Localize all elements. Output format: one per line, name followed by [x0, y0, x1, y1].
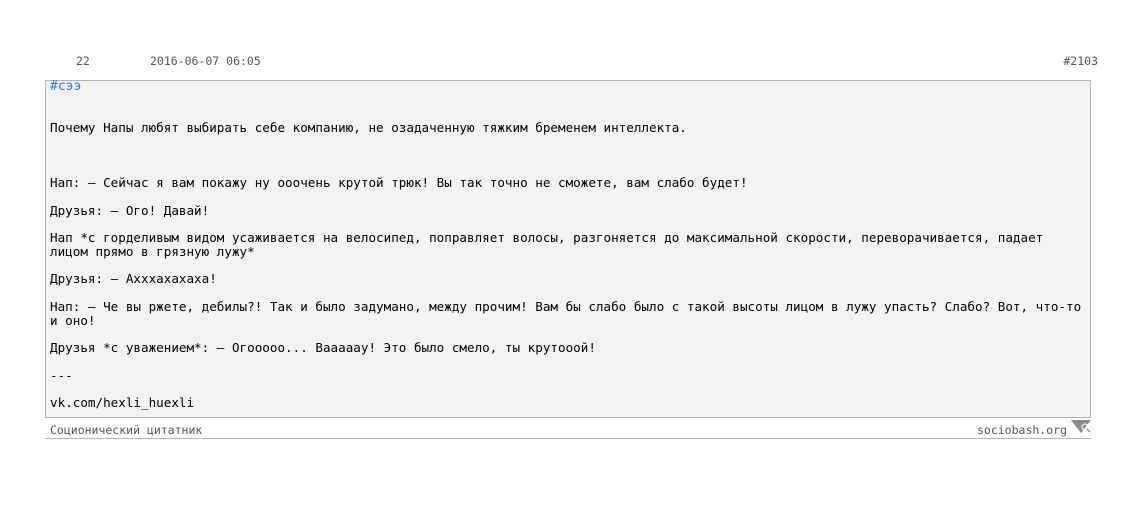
quote-line: Друзья *с уважением*: – Огооооо... Вааааау! Это было смело, ты крутооой! — [50, 340, 596, 355]
site-domain: sociobash.org — [976, 423, 1067, 437]
quote-line: Нап *с горделивым видом усаживается на велосипед, поправляет волосы, разгоняется до максимальной скорости, переворачивается, падает лицом прямо в грязную лужу* — [50, 230, 1051, 259]
quote-line: Нап: – Сейчас я вам покажу ну ооочень крутой трюк! Вы так точно не сможете, вам слабо будет! — [50, 175, 748, 190]
quote-tag-link[interactable]: #сээ — [50, 79, 82, 94]
quote-line: vk.com/hexli_huexli — [50, 395, 195, 410]
quote-line: Друзья: – Ахххахахаха! — [50, 271, 217, 286]
triangle-link-icon[interactable] — [1071, 420, 1091, 439]
quote-meta — [0, 53, 1132, 69]
site-name: Соционический цитатник — [50, 423, 203, 437]
quote-line: Почему Напы любят выбирать себе компанию, не озадаченную тяжким бременем интеллекта. — [50, 120, 687, 135]
quote-date: 2016-06-07 06:05 — [150, 54, 261, 68]
quote-line: Друзья: – Ого! Давай! — [50, 203, 210, 218]
quote-rating: 22 — [76, 54, 90, 68]
quote-line: --- — [50, 368, 73, 383]
quote-body — [45, 80, 1091, 418]
quote-line: Нап: – Че вы ржете, дебилы?! Так и было задумано, между прочим! Вам бы слабо было с такой высоты лицом в лужу упасть? Слабо? Вот, что-то и оно! — [50, 299, 1089, 328]
quote-id-link[interactable]: #2103 — [1063, 54, 1098, 68]
quote-footer — [45, 420, 1091, 439]
